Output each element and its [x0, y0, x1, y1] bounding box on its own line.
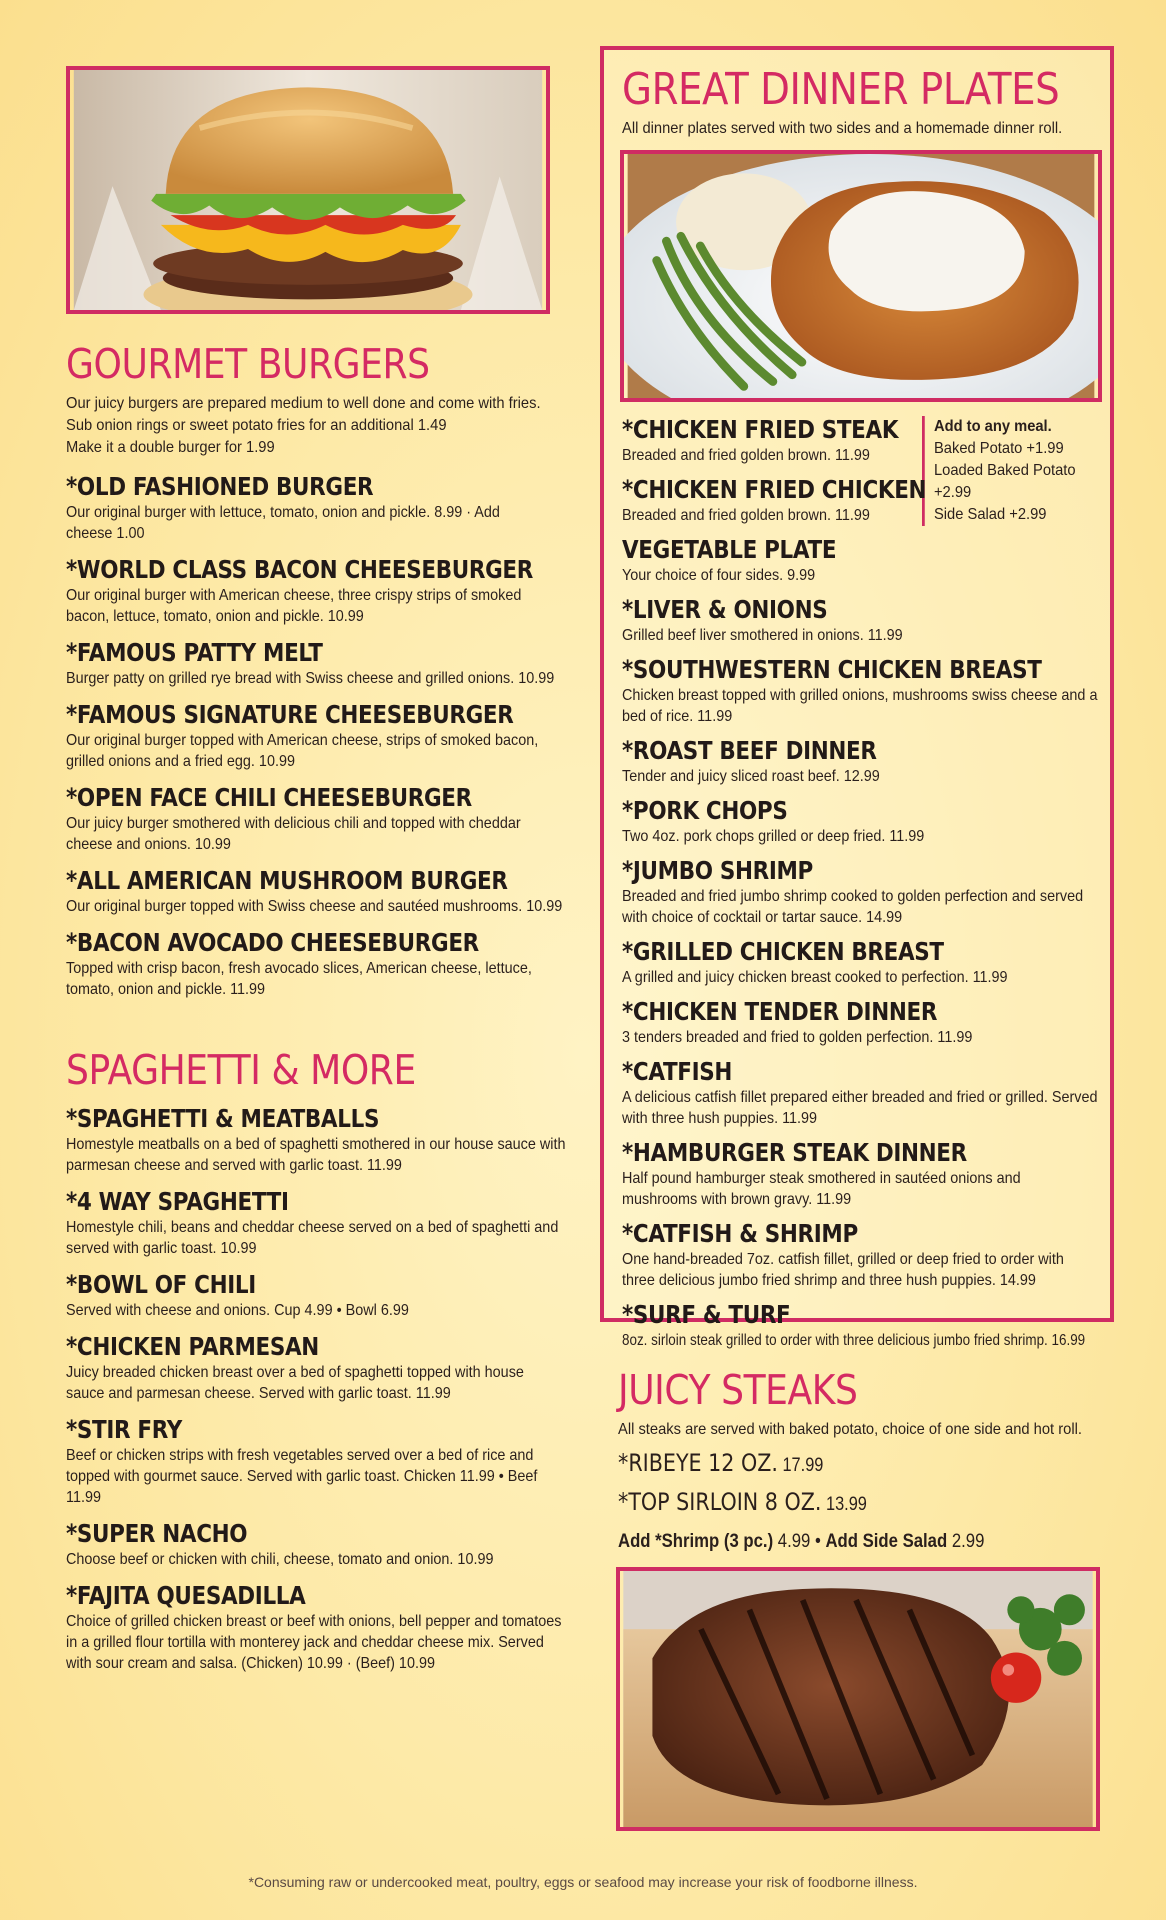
menu-item	[622, 938, 1100, 988]
item-name: *CHICKEN PARMESAN	[66, 1332, 319, 1361]
item-name: *OLD FASHIONED BURGER	[66, 472, 374, 501]
steak-addons	[618, 1527, 1040, 1557]
salad-price: 2.99	[947, 1531, 985, 1552]
spaghetti-section	[66, 1046, 566, 1674]
burgers-title: GOURMET BURGERS	[66, 340, 430, 388]
menu-item	[66, 1333, 566, 1404]
item-desc: Chicken breast topped with grilled onions, mushrooms swiss cheese and a bed of rice. 11.99	[622, 687, 1098, 725]
item-desc: Choose beef or chicken with chili, cheese, tomato and onion. 10.99	[66, 1551, 494, 1568]
item-name: *FAMOUS PATTY MELT	[66, 638, 323, 667]
item-name: *CATFISH & SHRIMP	[622, 1219, 858, 1248]
menu-item	[622, 857, 1100, 928]
item-desc: Beef or chicken strips with fresh vegetables served over a bed of rice and topped with gourmet sauce. Served with garlic toast. Chicken 11.99 • Beef 11.99	[66, 1447, 538, 1506]
steak-photo	[616, 1567, 1100, 1831]
item-desc: Breaded and fried jumbo shrimp cooked to golden perfection and served with choice of cocktail or tartar sauce. 14.99	[622, 888, 1084, 926]
menu-item	[622, 1139, 1100, 1210]
item-name: *CHICKEN TENDER DINNER	[622, 997, 938, 1026]
dinner-items	[622, 416, 1100, 1351]
item-name: *OPEN FACE CHILI CHEESEBURGER	[66, 783, 472, 812]
item-name: *ALL AMERICAN MUSHROOM BURGER	[66, 866, 508, 895]
menu-item	[622, 1220, 1100, 1291]
item-name: *CHICKEN FRIED CHICKEN	[622, 475, 927, 504]
item-desc: Half pound hamburger steak smothered in sautéed onions and mushrooms with brown gravy. 11.99	[622, 1170, 1021, 1208]
addon-line: Side Salad +2.99	[933, 506, 1047, 523]
item-name: *FAMOUS SIGNATURE CHEESEBURGER	[66, 700, 514, 729]
steak-price: 17.99	[777, 1455, 824, 1476]
burgers-section	[66, 340, 566, 1000]
steak-name: *RIBEYE 12 OZ.	[618, 1449, 778, 1477]
item-name: VEGETABLE PLATE	[622, 535, 837, 564]
item-desc: Two 4oz. pork chops grilled or deep fried. 11.99	[622, 828, 925, 845]
shrimp-label: Add *Shrimp (3 pc.)	[618, 1531, 774, 1552]
item-desc: Grilled beef liver smothered in onions. 11.99	[622, 627, 903, 644]
steak-name: *TOP SIRLOIN 8 OZ.	[618, 1488, 822, 1516]
menu-item	[66, 784, 566, 855]
addon-title: Add to any meal.	[933, 418, 1052, 435]
shrimp-price: 4.99 •	[773, 1531, 826, 1552]
dinner-plates-box	[600, 46, 1114, 1349]
item-desc: 8oz. sirloin steak grilled to order with three delicious jumbo fried shrimp. 16.99	[622, 1332, 1086, 1349]
ribeye-image	[620, 1571, 1096, 1827]
item-name: *GRILLED CHICKEN BREAST	[622, 937, 944, 966]
item-name: *4 WAY SPAGHETTI	[66, 1187, 289, 1216]
addon-line: Loaded Baked Potato +2.99	[933, 462, 1076, 501]
burger-photo	[66, 66, 550, 314]
item-desc: Breaded and fried golden brown. 11.99	[622, 447, 870, 464]
steaks-section	[618, 1366, 1098, 1557]
item-name: *PORK CHOPS	[622, 796, 788, 825]
item-desc: Tender and juicy sliced roast beef. 12.99	[622, 768, 880, 785]
chicken-fried-steak-image	[624, 154, 1098, 398]
item-desc: Choice of grilled chicken breast or beef with onions, bell pepper and tomatoes in a grilled flour tortilla with monterey jack and cheddar cheese mix. Served with sour cream and salsa. (Chicken) 10.99 · (Beef) 10.99	[66, 1613, 562, 1672]
menu-item	[66, 639, 566, 689]
item-name: *CHICKEN FRIED STEAK	[622, 415, 899, 444]
item-desc: Our original burger topped with Swiss cheese and sautéed mushrooms. 10.99	[66, 898, 563, 915]
menu-item	[622, 737, 1100, 787]
steak-item	[618, 1484, 1031, 1523]
menu-item	[66, 1188, 566, 1259]
item-desc: Topped with crisp bacon, fresh avocado slices, American cheese, lettuce, tomato, onion and pickle. 11.99	[66, 960, 532, 998]
item-desc: Our original burger with lettuce, tomato, onion and pickle. 8.99 · Add cheese 1.00	[66, 504, 500, 542]
salad-label: Add Side Salad	[825, 1531, 948, 1552]
burger-image	[70, 70, 546, 310]
dinner-inner	[622, 64, 1100, 1351]
item-desc: Burger patty on grilled rye bread with Swiss cheese and grilled onions. 10.99	[66, 670, 555, 687]
menu-item	[622, 1301, 1100, 1351]
item-name: *WORLD CLASS BACON CHEESEBURGER	[66, 555, 533, 584]
item-name: *ROAST BEEF DINNER	[622, 736, 877, 765]
steaks-title: JUICY STEAKS	[618, 1366, 858, 1414]
item-desc: Juicy breaded chicken breast over a bed of spaghetti topped with house sauce and parmesan cheese. Served with garlic toast. 11.99	[66, 1364, 524, 1402]
menu-item	[66, 701, 566, 772]
item-name: *BACON AVOCADO CHEESEBURGER	[66, 928, 479, 957]
item-name: *SUPER NACHO	[66, 1519, 248, 1548]
item-name: *SOUTHWESTERN CHICKEN BREAST	[622, 655, 1042, 684]
item-desc: Breaded and fried golden brown. 11.99	[622, 507, 870, 524]
dinner-intro: All dinner plates served with two sides and a homemade dinner roll.	[622, 120, 1063, 137]
dinner-title: GREAT DINNER PLATES	[622, 64, 1060, 115]
menu-item	[622, 1058, 1100, 1129]
menu-item	[66, 556, 566, 627]
steak-price: 13.99	[821, 1494, 867, 1515]
item-desc: Your choice of four sides. 9.99	[622, 567, 816, 584]
item-name: *CATFISH	[622, 1057, 733, 1086]
item-name: *FAJITA QUESADILLA	[66, 1581, 306, 1610]
menu-item	[66, 929, 566, 1000]
steaks-intro: All steaks are served with baked potato, choice of one side and hot roll.	[618, 1421, 1082, 1438]
burgers-intro-1: Our juicy burgers are prepared medium to well done and come with fries.	[66, 395, 541, 412]
menu-item	[66, 1582, 566, 1674]
menu-item	[66, 1271, 566, 1321]
item-desc: Homestyle meatballs on a bed of spaghetti smothered in our house sauce with parmesan cheese and served with garlic toast. 11.99	[66, 1136, 566, 1174]
menu-item	[66, 867, 566, 917]
item-desc: 3 tenders breaded and fried to golden perfection. 11.99	[622, 1029, 973, 1046]
item-name: *LIVER & ONIONS	[622, 595, 828, 624]
menu-item	[66, 1416, 566, 1508]
item-name: *BOWL OF CHILI	[66, 1270, 256, 1299]
item-desc: Our original burger with American cheese, three crispy strips of smoked bacon, lettuce, tomato, onion and pickle. 10.99	[66, 587, 522, 625]
footer-disclaimer: *Consuming raw or undercooked meat, poultry, eggs or seafood may increase your risk of foodborne illness.	[248, 1874, 918, 1890]
menu-item	[622, 536, 1100, 586]
item-desc: A delicious catfish fillet prepared either breaded and fried or grilled. Served with three hush puppies. 11.99	[622, 1089, 1098, 1127]
item-name: *HAMBURGER STEAK DINNER	[622, 1138, 967, 1167]
burgers-intro-3: Make it a double burger for 1.99	[66, 439, 275, 456]
item-desc: Our juicy burger smothered with delicious chili and topped with cheddar cheese and onions. 10.99	[66, 815, 521, 853]
item-desc: Homestyle chili, beans and cheddar cheese served on a bed of spaghetti and served with garlic toast. 10.99	[66, 1219, 559, 1257]
left-column	[66, 66, 566, 1674]
dinner-photo	[620, 150, 1102, 402]
menu-item	[622, 797, 1100, 847]
menu-item	[66, 1520, 566, 1570]
addon-line: Baked Potato +1.99	[933, 440, 1064, 457]
item-name: *JUMBO SHRIMP	[622, 856, 813, 885]
menu-item	[622, 998, 1100, 1048]
item-name: *SURF & TURF	[622, 1300, 791, 1329]
item-name: *SPAGHETTI & MEATBALLS	[66, 1104, 380, 1133]
item-desc: Served with cheese and onions. Cup 4.99 • Bowl 6.99	[66, 1302, 409, 1319]
item-desc: Our original burger topped with American cheese, strips of smoked bacon, grilled onions and a fried egg. 10.99	[66, 732, 539, 770]
item-desc: A grilled and juicy chicken breast cooked to perfection. 11.99	[622, 969, 1008, 986]
menu-item	[66, 1105, 566, 1176]
menu-item	[622, 596, 1100, 646]
item-desc: One hand-breaded 7oz. catfish fillet, grilled or deep fried to order with three delicious jumbo fried shrimp and three hush puppies. 14.99	[622, 1251, 1064, 1289]
burgers-intro-2: Sub onion rings or sweet potato fries for an additional 1.49	[66, 417, 447, 434]
spaghetti-title: SPAGHETTI & MORE	[66, 1046, 416, 1094]
menu-item	[66, 473, 566, 544]
menu-item	[622, 656, 1100, 727]
steak-item	[618, 1445, 1031, 1484]
item-name: *STIR FRY	[66, 1415, 182, 1444]
